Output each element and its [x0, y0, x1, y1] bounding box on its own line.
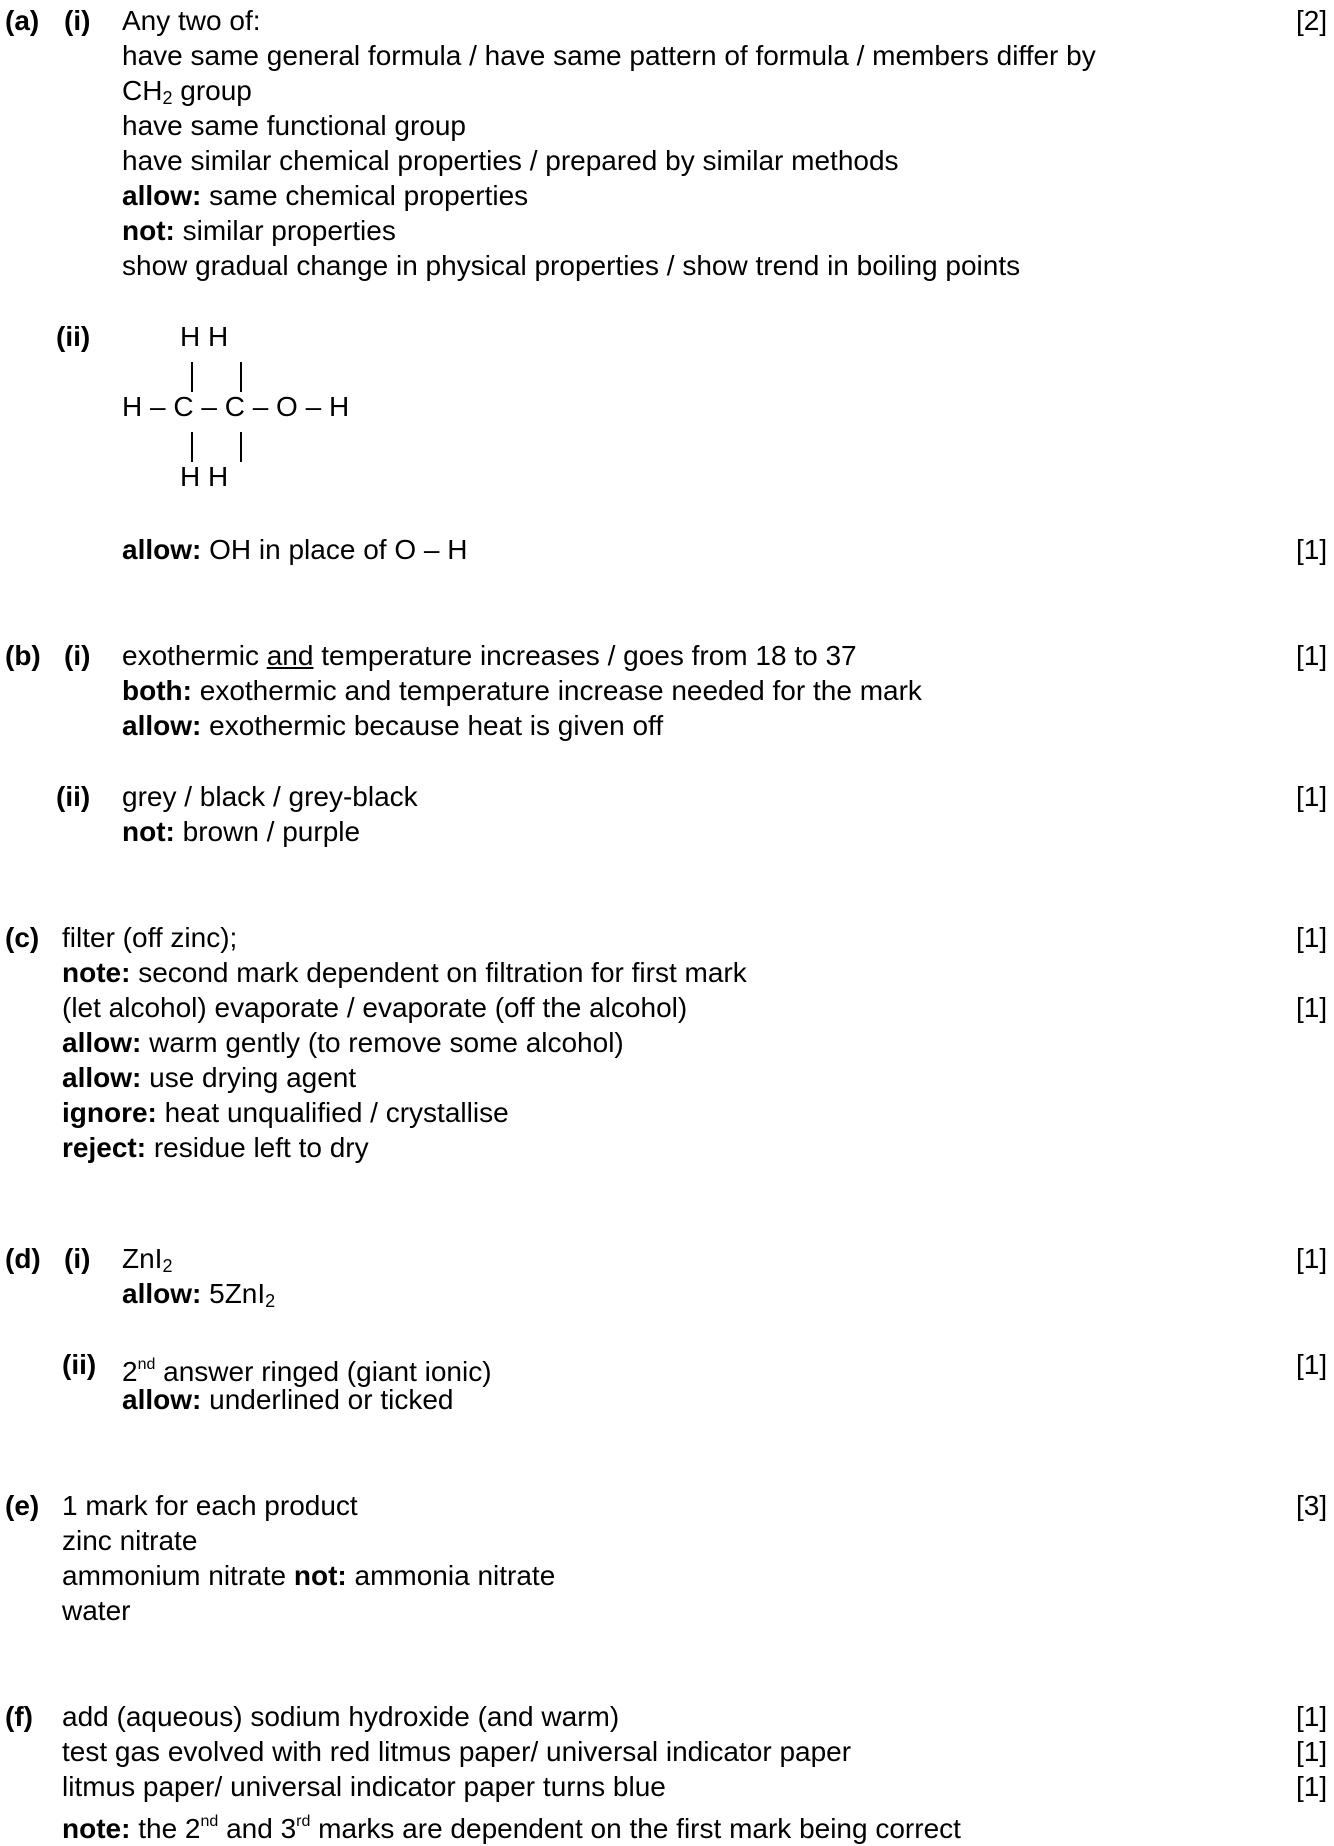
structure-top-h: H H — [180, 321, 229, 352]
part-d-ii-label: (ii) — [62, 1349, 97, 1380]
part-b-ii-label: (ii) — [56, 781, 91, 812]
part-b-label: (b) — [5, 640, 41, 671]
part-a-ii-allow-line — [122, 533, 467, 567]
bond-line — [240, 432, 242, 462]
part-e-line: zinc nitrate — [62, 1525, 198, 1556]
ignore-keyword: ignore: — [62, 1097, 157, 1128]
part-c-allow-line — [62, 1026, 624, 1060]
allow-keyword: allow: — [62, 1062, 142, 1093]
part-f-line: test gas evolved with red litmus paper/ universal indicator paper — [62, 1736, 852, 1767]
not-keyword: not: — [122, 215, 175, 246]
part-b-ii-mark: [1] — [1296, 781, 1328, 812]
ch2-subscript: 2 — [162, 88, 173, 108]
part-d-ii-mark: [1] — [1296, 1349, 1328, 1380]
ignore-text: heat unqualified / crystallise — [156, 1097, 509, 1128]
formula-text: ZnI — [122, 1243, 163, 1274]
note-keyword: note: — [62, 1813, 131, 1844]
text: ammonia nitrate — [346, 1560, 556, 1591]
part-d-i-label: (i) — [64, 1243, 91, 1274]
allow-text: use drying agent — [141, 1062, 357, 1093]
part-f-note-line — [62, 1805, 961, 1846]
allow-keyword: allow: — [122, 710, 202, 741]
ethanol-structure — [118, 318, 378, 498]
text: exothermic — [122, 640, 267, 671]
part-e-not-line — [62, 1559, 555, 1593]
text: marks are dependent on the first mark being correct — [310, 1813, 961, 1844]
part-a-i-mark: [2] — [1296, 5, 1328, 36]
part-c-ignore-line — [62, 1096, 509, 1130]
part-a-ii-label: (ii) — [56, 321, 91, 352]
part-c-mark-2: [1] — [1296, 992, 1328, 1023]
not-text: brown / purple — [174, 816, 361, 847]
part-d-i-allow-line — [122, 1277, 275, 1318]
allow-text: warm gently (to remove some alcohol) — [141, 1027, 624, 1058]
ordinal-number: 2 — [122, 1356, 138, 1387]
part-c-reject-line — [62, 1131, 369, 1165]
part-a-i-line: have similar chemical properties / prepared by similar methods — [122, 145, 899, 176]
allow-text: 5ZnI — [201, 1278, 266, 1309]
text: ammonium nitrate — [62, 1560, 294, 1591]
part-c-line: filter (off zinc); — [62, 922, 238, 953]
formula-subscript: 2 — [162, 1256, 173, 1276]
allow-text: OH in place of O – H — [201, 534, 468, 565]
part-b-ii-not-line — [122, 815, 360, 849]
part-d-label: (d) — [5, 1243, 41, 1274]
part-e-line: water — [62, 1595, 131, 1626]
structure-middle: H – C – C – O – H — [122, 391, 350, 422]
part-b-ii-line: grey / black / grey-black — [122, 781, 418, 812]
reject-text: residue left to dry — [146, 1132, 369, 1163]
part-c-mark-1: [1] — [1296, 922, 1328, 953]
part-c-note-line — [62, 956, 747, 990]
answer-text: answer ringed (giant ionic) — [155, 1356, 492, 1387]
part-c-line: (let alcohol) evaporate / evaporate (off the alcohol) — [62, 992, 688, 1023]
underlined-and: and — [266, 640, 314, 671]
part-a-i-label: (i) — [64, 5, 91, 36]
ch-text: CH — [122, 75, 163, 106]
structure-bottom-h: H H — [180, 461, 229, 492]
part-d-ii-allow-line — [122, 1383, 454, 1417]
both-keyword: both: — [122, 675, 192, 706]
reject-keyword: reject: — [62, 1132, 147, 1163]
ch2-rest: group — [172, 75, 252, 106]
part-f-label: (f) — [5, 1701, 33, 1732]
text: and 3 — [218, 1813, 297, 1844]
text: the 2 — [130, 1813, 201, 1844]
both-text: exothermic and temperature increase needed for the mark — [191, 675, 922, 706]
part-e-mark: [3] — [1296, 1490, 1328, 1521]
not-keyword: not: — [293, 1560, 347, 1591]
formula-subscript: 2 — [265, 1291, 276, 1311]
part-f-mark-1: [1] — [1296, 1701, 1328, 1732]
ordinal-suffix: rd — [296, 1813, 311, 1830]
bond-line — [191, 362, 193, 392]
part-d-i-mark: [1] — [1296, 1243, 1328, 1274]
part-f-mark-3: [1] — [1296, 1771, 1328, 1802]
part-a-i-line: have same functional group — [122, 110, 466, 141]
allow-keyword: allow: — [122, 534, 202, 565]
part-f-mark-2: [1] — [1296, 1736, 1328, 1767]
allow-text: underlined or ticked — [201, 1384, 454, 1415]
not-text: similar properties — [182, 215, 396, 246]
part-b-i-label: (i) — [64, 640, 91, 671]
allow-text: exothermic because heat is given off — [201, 710, 664, 741]
allow-keyword: allow: — [62, 1027, 142, 1058]
note-keyword: note: — [62, 957, 131, 988]
note-text: second mark dependent on filtration for first mark — [130, 957, 747, 988]
part-a-ii-mark: [1] — [1296, 534, 1328, 565]
part-a-i-line: have same general formula / have same pattern of formula / members differ by — [122, 40, 1096, 71]
part-a-i-line: Any two of: — [122, 5, 261, 36]
text: temperature increases / goes from 18 to 37 — [313, 640, 857, 671]
part-a-i-allow-line — [122, 179, 528, 213]
allow-text: same chemical properties — [209, 180, 529, 211]
part-f-line: add (aqueous) sodium hydroxide (and warm) — [62, 1701, 620, 1732]
part-a-label: (a) — [5, 5, 40, 36]
part-e-line: 1 mark for each product — [62, 1490, 358, 1521]
part-b-i-allow-line — [122, 709, 663, 743]
part-f-line: litmus paper/ universal indicator paper turns blue — [62, 1771, 666, 1802]
part-c-label: (c) — [5, 922, 40, 953]
part-c-allow-line — [62, 1061, 356, 1095]
part-a-i-line: show gradual change in physical properties / show trend in boiling points — [122, 250, 1021, 281]
part-b-i-mark: [1] — [1296, 640, 1328, 671]
part-e-label: (e) — [5, 1490, 40, 1521]
bond-line — [240, 362, 242, 392]
allow-keyword: allow: — [122, 180, 202, 211]
allow-keyword: allow: — [122, 1278, 202, 1309]
not-keyword: not: — [122, 816, 175, 847]
part-b-i-both-line — [122, 674, 922, 708]
bond-line — [191, 432, 193, 462]
part-b-i-line — [122, 639, 857, 673]
part-a-i-not-line — [122, 214, 396, 248]
allow-keyword: allow: — [122, 1384, 202, 1415]
ordinal-suffix: nd — [137, 1356, 156, 1373]
ordinal-suffix: nd — [200, 1813, 219, 1830]
